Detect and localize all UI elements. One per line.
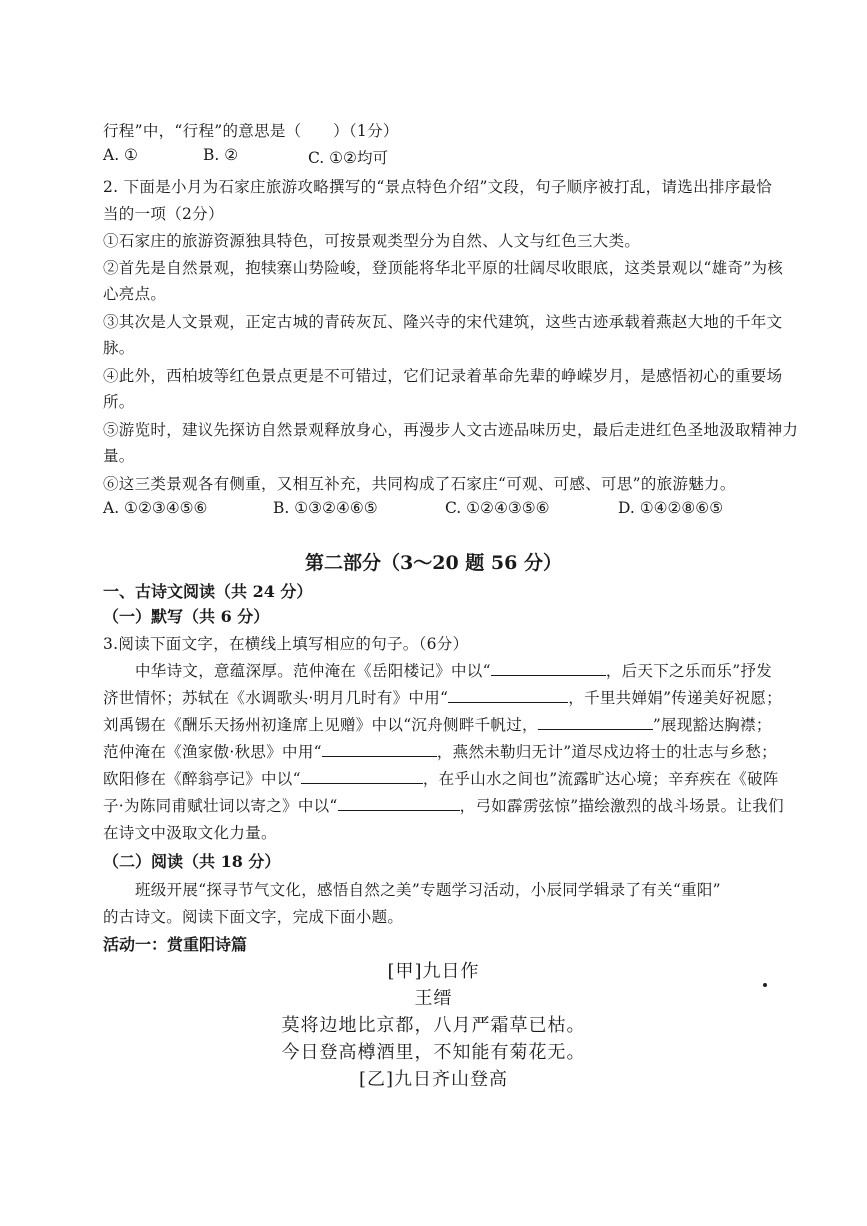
q3-answer-blank-5[interactable] bbox=[301, 769, 423, 784]
q2-sentence-5b: 量。 bbox=[103, 447, 135, 465]
q2-sentence-2b: 心亮点。 bbox=[103, 285, 167, 303]
poem1-author: 王缙 bbox=[414, 988, 453, 1009]
q3-line1: 中华诗文，意蕴深厚。范仲淹在《岳阳楼记》中以“ ，后天下之乐而乐”抒发 bbox=[135, 662, 773, 680]
part2-title: 第二部分（3～20 题 56 分） bbox=[305, 552, 562, 574]
poem1-title: [甲]九日作 bbox=[387, 961, 480, 982]
q3-line6: 子·为陈同甫赋壮词以寄之》中以“ ，弓如霹雳弦惊”描绘激烈的战斗场景。让我们 bbox=[103, 797, 784, 815]
intro-line2: 的古诗文。阅读下面文字，完成下面小题。 bbox=[103, 908, 404, 926]
q3-line7: 在诗文中汲取文化力量。 bbox=[103, 824, 277, 842]
q3-answer-blank-6[interactable] bbox=[338, 796, 460, 811]
q1-stem-tail: 行程”中，“行程”的意思是（ ）（1分） bbox=[103, 122, 399, 140]
poem1-line2: 今日登高樽酒里，不知能有菊花无。 bbox=[281, 1042, 586, 1063]
subsection2-title: （二）阅读（共 18 分） bbox=[103, 852, 281, 871]
q2-sentence-3a: ③其次是人文景观，正定古城的青砖灰瓦、隆兴寺的宋代建筑，这些古迹承载着燕赵大地的千年文 bbox=[103, 313, 783, 331]
q2-stem-line2: 当的一项（2分） bbox=[103, 205, 224, 223]
q3-stem: 3.阅读下面文字，在横线上填写相应的句子。（6分） bbox=[103, 635, 469, 653]
q2-sentence-3b: 脉。 bbox=[103, 339, 135, 357]
intro-line1: 班级开展“探寻节气文化，感悟自然之美”专题学习活动，小辰同学辑录了有关“重阳” bbox=[135, 881, 721, 899]
poem1-line1: 莫将边地比京都，八月严霜草已枯。 bbox=[281, 1015, 586, 1036]
q2-option-d: D. ①④②⑧⑥⑤ bbox=[618, 499, 724, 517]
q2-option-c: C. ①②④③⑤⑥ bbox=[445, 499, 550, 517]
q3-line3: 刘禹锡在《酬乐天扬州初逢席上见赠》中以“沉舟侧畔千帆过， ”展现豁达胸襟； bbox=[103, 716, 772, 734]
q3-answer-blank-3[interactable] bbox=[538, 715, 653, 730]
q3-line2: 济世情怀；苏轼在《水调歌头·明月几时有》中用“ ，千里共婵娟”传递美好祝愿； bbox=[103, 689, 782, 707]
q2-option-b: B. ①③②④⑥⑤ bbox=[273, 499, 378, 517]
q2-sentence-1: ①石家庄的旅游资源独具特色，可按景观类型分为自然、人文与红色三大类。 bbox=[103, 232, 641, 250]
scan-speck bbox=[763, 983, 767, 987]
q3-answer-blank-2[interactable] bbox=[448, 688, 568, 703]
q3-line4: 范仲淹在《渔家傲·秋思》中用“ ，燕然未勒归无计”道尽戍边将士的壮志与乡愁； bbox=[103, 743, 777, 761]
poem2-title: [乙]九日齐山登高 bbox=[358, 1069, 509, 1090]
q2-sentence-6: ⑥这三类景观各有侧重，又相互补充，共同构成了石家庄“可观、可感、可思”的旅游魅力。 bbox=[103, 475, 736, 493]
q1-option-b: B. ② bbox=[203, 146, 239, 164]
q2-sentence-5a: ⑤游览时，建议先探访自然景观释放身心，再漫步人文古迹品味历史，最后走进红色圣地汲取精神力 bbox=[103, 421, 799, 439]
q1-option-c: C. ①②均可 bbox=[308, 149, 388, 167]
activity-title: 活动一：赏重阳诗篇 bbox=[103, 935, 248, 954]
q2-sentence-4b: 所。 bbox=[103, 393, 135, 411]
section1-title: 一、古诗文阅读（共 24 分） bbox=[103, 582, 313, 601]
subsection1-title: （一）默写（共 6 分） bbox=[103, 607, 270, 626]
q2-sentence-2a: ②首先是自然景观，抱犊寨山势险峻，登顶能将华北平原的壮阔尽收眼底，这类景观以“雄奇”为核 bbox=[103, 259, 784, 277]
q3-answer-blank-1[interactable] bbox=[491, 661, 606, 676]
q2-option-a: A. ①②③④⑤⑥ bbox=[103, 499, 208, 517]
q3-answer-blank-4[interactable] bbox=[322, 742, 437, 757]
q2-stem-line1: 2. 下面是小月为石家庄旅游攻略撰写的“景点特色介绍”文段，句子顺序被打乱，请选出排序最恰 bbox=[103, 178, 773, 196]
q2-sentence-4a: ④此外，西柏坡等红色景点更是不可错过，它们记录着革命先辈的峥嵘岁月，是感悟初心的重要场 bbox=[103, 367, 783, 385]
q1-option-a: A. ① bbox=[103, 146, 138, 164]
q3-line5: 欧阳修在《醉翁亭记》中以“ ，在乎山水之间也”流露旷达心境；辛弃疾在《破阵 bbox=[103, 770, 779, 788]
